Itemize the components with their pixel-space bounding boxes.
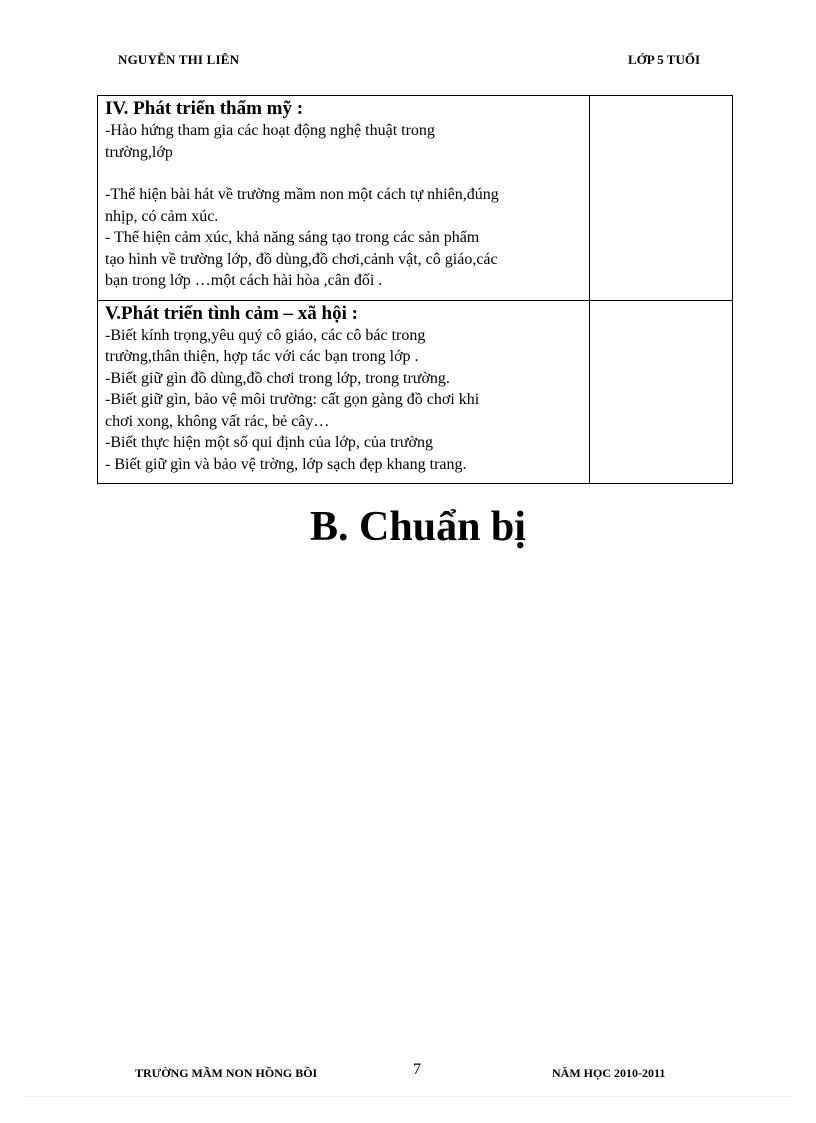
evaluation-cell-aesthetic xyxy=(590,96,733,301)
blank-line xyxy=(105,163,583,184)
section-line: - Thể hiện cảm xúc, khả năng sáng tạo trong các sản phẩm xyxy=(105,229,480,246)
section-line: trường,lớp xyxy=(105,143,173,161)
section-line: bạn trong lớp …một cách hài hòa ,cân đối . xyxy=(105,272,383,289)
section-heading-preparation: B. Chuẩn bị xyxy=(310,504,526,550)
section-line: tạo hình về trường lớp, đồ dùng,đồ chơi,cảnh vật, cô giáo,các xyxy=(105,250,498,268)
evaluation-cell-social xyxy=(590,300,733,484)
section-line: - Biết giữ gìn và bảo vệ trờng, lớp sạch đẹp khang trang. xyxy=(105,455,467,473)
header-class-name: LỚP 5 TUỔI xyxy=(628,52,701,67)
section-line: -Biết kính trọng,yêu quý cô giáo, các cô bác trong xyxy=(105,326,426,344)
table-row-social xyxy=(98,300,733,484)
section-line: -Biết thực hiện một số qui định của lớp, của trường xyxy=(105,434,433,451)
section-content-social xyxy=(98,300,590,484)
section-content-aesthetic xyxy=(98,96,590,301)
goals-table xyxy=(97,95,733,484)
section-line: -Biết giữ gìn đồ dùng,đồ chơi trong lớp, trong trường. xyxy=(105,369,450,387)
section-title-social: V.Phát triển tình cảm – xã hội : xyxy=(105,302,358,324)
section-line: -Biết giữ gìn, bảo vệ môi trường: cất gọn gàng đồ chơi khi xyxy=(105,391,480,408)
section-line: -Thể hiện bài hát về trường mầm non một cách tự nhiên,đúng xyxy=(105,186,499,203)
footer-school-year: NĂM HỌC 2010-2011 xyxy=(552,1066,666,1080)
page-number: 7 xyxy=(413,1061,421,1078)
section-line: nhịp, có cảm xúc. xyxy=(105,207,219,225)
footer-school-name: TRƯỜNG MẦM NON HỒNG BỒI xyxy=(135,1066,318,1080)
table-row-aesthetic xyxy=(98,96,733,301)
header-teacher-name: NGUYỄN THI LIÊN xyxy=(118,52,240,67)
page-bottom-divider xyxy=(25,1096,791,1097)
section-line: -Hào hứng tham gia các hoạt động nghệ thuật trong xyxy=(105,122,435,139)
section-line: chơi xong, không vất rác, bẻ cây… xyxy=(105,412,330,430)
section-title-aesthetic: IV. Phát triển thẩm mỹ : xyxy=(105,98,304,119)
section-line: trường,thân thiện, hợp tác với các bạn trong lớp . xyxy=(105,348,419,365)
